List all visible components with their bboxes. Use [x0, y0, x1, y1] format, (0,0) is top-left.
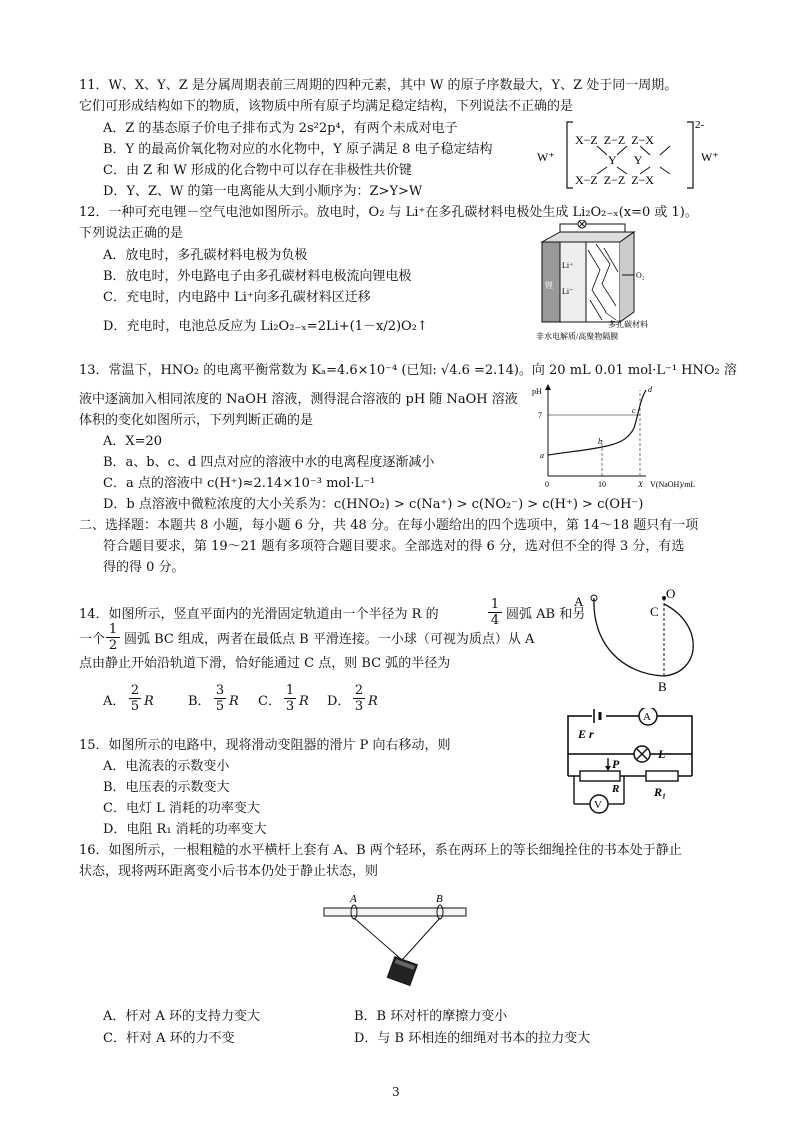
q15-option-c: C．电灯 L 消耗的功率变大: [103, 801, 260, 816]
section2-line1: 二、选择题：本题共 8 小题，每小题 6 分，共 48 分。在每小题给出的四个选项中，第 14～18 题只有一项: [79, 518, 699, 533]
page-number: 3: [392, 1085, 400, 1099]
q16-stem-line1: 16．如图所示，一根粗糙的水平横杆上套有 A、B 两个轻环，系在两环上的等长细绳拴住的书本处于静止: [79, 843, 682, 858]
q12-battery-figure: [530, 220, 660, 342]
q14-option-variable: R: [299, 694, 309, 709]
q15-option-a: A．电流表的示数变小: [103, 759, 230, 774]
q14-option-variable: R: [368, 694, 378, 709]
q12-stem-line1: 12．一种可充电锂－空气电池如图所示。放电时，O₂ 与 Li⁺在多孔碳材料电极处生成 Li₂O₂₋ₓ(x=0 或 1)。: [79, 205, 698, 220]
q12-o2-label: O₂: [636, 271, 645, 280]
q12-option-d: D．充电时，电池总反应为 Li₂O₂₋ₓ=2Li+(1－x/2)O₂↑: [103, 319, 428, 334]
q11-option-b: B．Y 的最高价氧化物对应的水化物中，Y 原子满足 8 电子稳定结构: [103, 142, 493, 157]
q14-option-label: D．: [327, 694, 351, 709]
q15-label-r1: R₁: [654, 785, 667, 799]
q12-option-c: C．充电时，内电路中 Li⁺向多孔碳材料区迁移: [103, 290, 371, 305]
q14-option-label: B．: [188, 694, 211, 709]
q14-track-figure: [572, 584, 704, 696]
q14-option-denominator: 3: [354, 699, 364, 714]
q13-ylabel: pH: [532, 387, 542, 396]
q15-option-b: B．电压表的示数变大: [103, 780, 230, 795]
q14-stem-2b: 圆弧 BC 组成，两者在最低点 B 平滑连接。一小球（可视为质点）从 A: [124, 632, 535, 647]
q11-cation-left: W⁺: [537, 150, 555, 164]
q11-stem-line1: 11．W、X、Y、Z 是分属周期表前三周期的四种元素，其中 W 的原子序数最大，Y、Z 处于同一周期。: [79, 78, 678, 93]
q14-frac1-den: 4: [490, 613, 500, 628]
q15-label-p: P: [612, 757, 620, 771]
q11-struct-row1: X−Z Z−Z Z−X: [575, 133, 654, 147]
q14-label-c: C: [650, 604, 659, 619]
q11-structure-figure: [535, 112, 735, 194]
q16-option-b: B．B 环对杆的摩擦力变小: [354, 1009, 508, 1024]
q15-label-er: E r: [578, 727, 594, 741]
q14-option-label: C．: [258, 694, 281, 709]
q15-label-ammeter: A: [643, 711, 651, 723]
q13-xlabel: V(NaOH)/mL: [650, 480, 696, 489]
q12-option-b: B．放电时，外电路电子由多孔碳材料电极流向锂电极: [103, 269, 412, 284]
q12-option-a: A．放电时，多孔碳材料电极为负极: [103, 248, 308, 263]
q14-frac2-num: 1: [106, 623, 120, 638]
q14-stem-3: 点由静止开始沿轨道下滑，恰好能通过 C 点，则 BC 弧的半径为: [79, 656, 451, 671]
q14-label-b: B: [658, 679, 667, 694]
q13-tick-x: X: [638, 480, 643, 489]
q11-charge: 2-: [695, 119, 705, 131]
q15-label-lamp: L: [658, 747, 666, 761]
q14-option-variable: R: [229, 694, 239, 709]
q11-option-c: C．由 Z 和 W 形成的化合物中可以存在非极性共价键: [103, 163, 412, 178]
q13-tick-10: 10: [598, 480, 606, 489]
q15-option-d: D．电阻 R₁ 消耗的功率变大: [103, 822, 267, 837]
q14-option-denominator: 5: [130, 699, 140, 714]
q16-option-c: C．杆对 A 环的力不变: [103, 1031, 235, 1046]
q14-option-label: A．: [103, 694, 126, 709]
q15-stem: 15．如图所示的电路中，现将滑动变阻器的滑片 P 向右移动，则: [79, 738, 451, 753]
q14-option-numerator: 2: [354, 683, 364, 698]
q13-tick-7: 7: [538, 411, 542, 420]
q12-li-plus: Li⁺: [562, 261, 574, 270]
q13-point-a: a: [540, 451, 544, 460]
q16-option-d: D．与 B 环相连的细绳对书本的拉力变大: [354, 1031, 591, 1046]
q13-option-a: A．X=20: [103, 434, 163, 449]
q13-point-c: c: [632, 406, 636, 415]
q12-electrode-label: 锂: [545, 281, 553, 290]
q16-stem-line2: 状态，现将两环距离变小后书本仍处于静止状态，则: [79, 864, 379, 879]
q13-stem-line2: 液中逐滴加入相同浓度的 NaOH 溶液，测得混合溶液的 pH 随 NaOH 溶液: [79, 392, 518, 407]
q14-label-o: O: [666, 586, 676, 601]
q13-option-c: C．a 点的溶液中 c(H⁺)≈2.14×10⁻³ mol·L⁻¹: [103, 476, 376, 491]
q11-struct-row2: Y Y: [608, 153, 643, 167]
q13-stem-line1: 13．常温下，HNO₂ 的电离平衡常数为 Kₐ=4.6×10⁻⁴ (已知: √4.6 =2.14)。向 20 mL 0.01 mol·L⁻¹ HNO₂ 溶: [79, 363, 737, 378]
q14-option-numerator: 1: [285, 683, 295, 698]
q13-option-b: B．a、b、c、d 四点对应的溶液中水的电离程度逐渐减小: [103, 455, 435, 470]
q13-stem-line3: 体积的变化如图所示，下列判断正确的是: [79, 413, 314, 428]
q13-option-d: D．b 点溶液中微粒浓度的大小关系为：c(HNO₂) > c(Na⁺) > c(NO₂⁻) > c(H⁺) > c(OH⁻): [103, 497, 644, 512]
q16-option-a: A．杆对 A 环的支持力变大: [103, 1009, 261, 1024]
q14-option-denominator: 3: [285, 699, 295, 714]
q16-label-a: A: [350, 893, 357, 905]
q14-stem-2a: 一个: [79, 632, 106, 647]
q13-tick-0: 0: [545, 480, 549, 489]
q12-carbon-label: 多孔碳材料: [608, 320, 648, 329]
q13-point-b: b: [598, 437, 602, 446]
q16-rod-figure: [320, 890, 470, 992]
q12-stem-line2: 下列说法正确的是: [79, 226, 184, 241]
q11-option-a: A．Z 的基态原子价电子排布式为 2s²2p⁴，有两个未成对电子: [103, 121, 458, 136]
q15-label-voltmeter: V: [594, 799, 602, 811]
q14-stem-1b: 圆弧 AB 和另: [506, 607, 586, 622]
q13-point-d: d: [648, 385, 652, 394]
q13-titration-graph: [528, 380, 723, 492]
q14-frac2-den: 2: [108, 638, 118, 653]
q14-frac1-num: 1: [488, 598, 502, 613]
q14-option-numerator: 2: [130, 683, 140, 698]
section2-line2: 符合题目要求，第 19～21 题有多项符合题目要求。全部选对的得 6 分，选对但不全的得 3 分，有选: [103, 539, 685, 554]
q11-cation-right: W⁺: [701, 150, 719, 164]
q14-option-numerator: 3: [215, 683, 225, 698]
q11-option-d: D．Y、Z、W 的第一电离能从大到小顺序为：Z>Y>W: [103, 184, 423, 199]
q11-struct-row3: X−Z Z−Z Z−X: [575, 173, 654, 187]
q15-circuit-figure: [562, 708, 697, 820]
q11-stem-line2: 它们可形成结构如下的物质，该物质中所有原子均满足稳定结构，下列说法不正确的是: [79, 99, 574, 114]
book-icon: [387, 957, 417, 986]
q14-option-variable: R: [144, 694, 154, 709]
q14-stem-1a: 14．如图所示，竖直平面内的光滑固定轨道由一个半径为 R 的: [79, 607, 439, 622]
q12-li-minus: Li⁻: [562, 287, 574, 296]
q16-label-b: B: [436, 893, 443, 905]
q14-label-a: A: [574, 594, 584, 609]
q15-label-r: R: [612, 783, 620, 795]
q14-option-denominator: 5: [215, 699, 225, 714]
section2-line3: 得的得 0 分。: [103, 560, 185, 575]
q12-membrane-label: 非水电解质/高聚物隔膜: [536, 332, 619, 341]
